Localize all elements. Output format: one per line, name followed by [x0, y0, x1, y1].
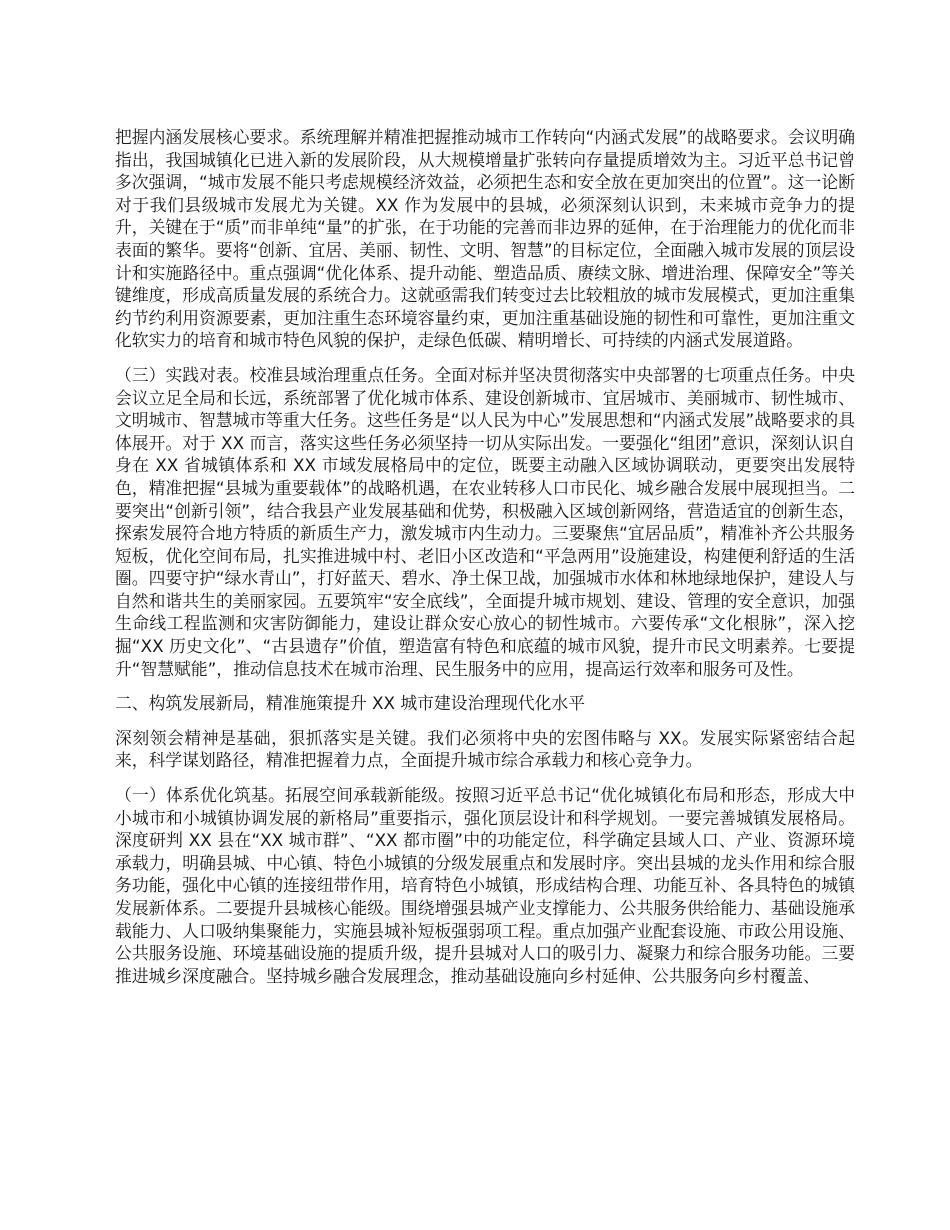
section-heading-two: 二、构筑发展新局，精准施策提升 XX 城市建设治理现代化水平	[115, 693, 585, 714]
paragraph-implementation-key: 深刻领会精神是基础，狠抓落实是关键。我们必须将中央的宏图伟略与 XX。发展实际紧密结合起来，科学谋划路径，精准把握着力点，全面提升城市综合承载力和核心竞争力。	[115, 727, 855, 771]
paragraph-practice-alignment: （三）实践对表。校准县域治理重点任务。全面对标并坚决贯彻落实中央部署的七项重点任务。中央会议立足全局和长远，系统部署了优化城市体系、建设创新城市、宜居城市、美丽城市、韧性城市、文明城市、智慧城市等重大任务。这些任务是“以人民为中心”发展思想和“内涵式发展”战略要求的具体展开。对于 XX 而言，落实这些任务必须坚持一切从实际出发。一要强化“组团”意识，深刻认识自身在 XX 省城镇体系和 XX 市域发展格局中的定位，既要主动融入区域协调联动，更要突出发展特色，精准把握“县城为重要载体”的战略机遇，在农业转移人口市民化、城乡融合发展中展现担当。二要突出“创新引领”，结合我县产业发展基础和优势，积极融入区域创新网络，营造适宜的创新生态，探索发展符合地方特质的新质生产力，激发城市内生动力。三要聚焦“宜居品质”，精准补齐公共服务短板，优化空间布局，扎实推进城中村、老旧小区改造和“平急两用”设施建设，构建便利舒适的生活圈。四要守护“绿水青山”，打好蓝天、碧水、净土保卫战，加强城市水体和林地绿地保护，建设人与自然和谐共生的美丽家园。五要筑牢“安全底线”，全面提升城市规划、建设、管理的安全意识，加强生命线工程监测和灾害防御能力，建设让群众安心放心的韧性城市。六要传承“文化根脉”，深入挖掘“XX 历史文化”、“古县遗存”价值，塑造富有特色和底蕴的城市风貌，提升市民文明素养。七要提升“智慧赋能”，推动信息技术在城市治理、民生服务中的应用，提高运行效率和服务可及性。	[115, 364, 855, 679]
paragraph-intrinsic-development: 把握内涵发展核心要求。系统理解并精准把握推动城市工作转向“内涵式发展”的战略要求。会议明确指出，我国城镇化已进入新的发展阶段，从大规模增量扩张转向存量提质增效为主。习近平总书记曾多次强调，“城市发展不能只考虑规模经济效益，必须把生态和安全放在更加突出的位置”。这一论断对于我们县级城市发展尤为关键。XX 作为发展中的县城，必须深刻认识到，未来城市竞争力的提升，关键在于“质”而非单纯“量”的扩张，在于功能的完善而非边界的延伸，在于治理能力的优化而非表面的繁华。要将“创新、宜居、美丽、韧性、文明、智慧”的目标定位，全面融入城市发展的顶层设计和实施路径中。重点强调“优化体系、提升动能、塑造品质、赓续文脉、增进治理、保障安全”等关键维度，形成高质量发展的系统合力。这就亟需我们转变过去比较粗放的城市发展模式，更加注重集约节约利用资源要素，更加注重生态环境容量约束，更加注重基础设施的韧性和可靠性，更加注重文化软实力的培育和城市特色风貌的保护，走绿色低碳、精明增长、可持续的内涵式发展道路。	[115, 127, 855, 351]
paragraph-system-optimization: （一）体系优化筑基。拓展空间承载新能级。按照习近平总书记“优化城镇化布局和形态，形成大中小城市和小城镇协调发展的新格局”重要指示，强化顶层设计和科学规划。一要完善城镇发展格局。深度研判 XX 县在“XX 城市群”、“XX 都市圈”中的功能定位，科学确定县域人口、产业、资源环境承载力，明确县城、中心镇、特色小城镇的分级发展重点和发展时序。突出县城的龙头作用和综合服务功能，强化中心镇的连接纽带作用，培育特色小城镇，形成结构合理、功能互补、各具特色的城镇发展新体系。二要提升县城核心能级。围绕增强县城产业支撑能力、公共服务供给能力、基础设施承载能力、人口吸纳集聚能力，实施县城补短板强弱项工程。重点加强产业配套设施、市政公用设施、公共服务设施、环境基础设施的提质升级，提升县城对人口的吸引力、凝聚力和综合服务功能。三要推进城乡深度融合。坚持城乡融合发展理念，推动基础设施向乡村延伸、公共服务向乡村覆盖、	[115, 785, 855, 986]
document-page	[115, 126, 855, 999]
